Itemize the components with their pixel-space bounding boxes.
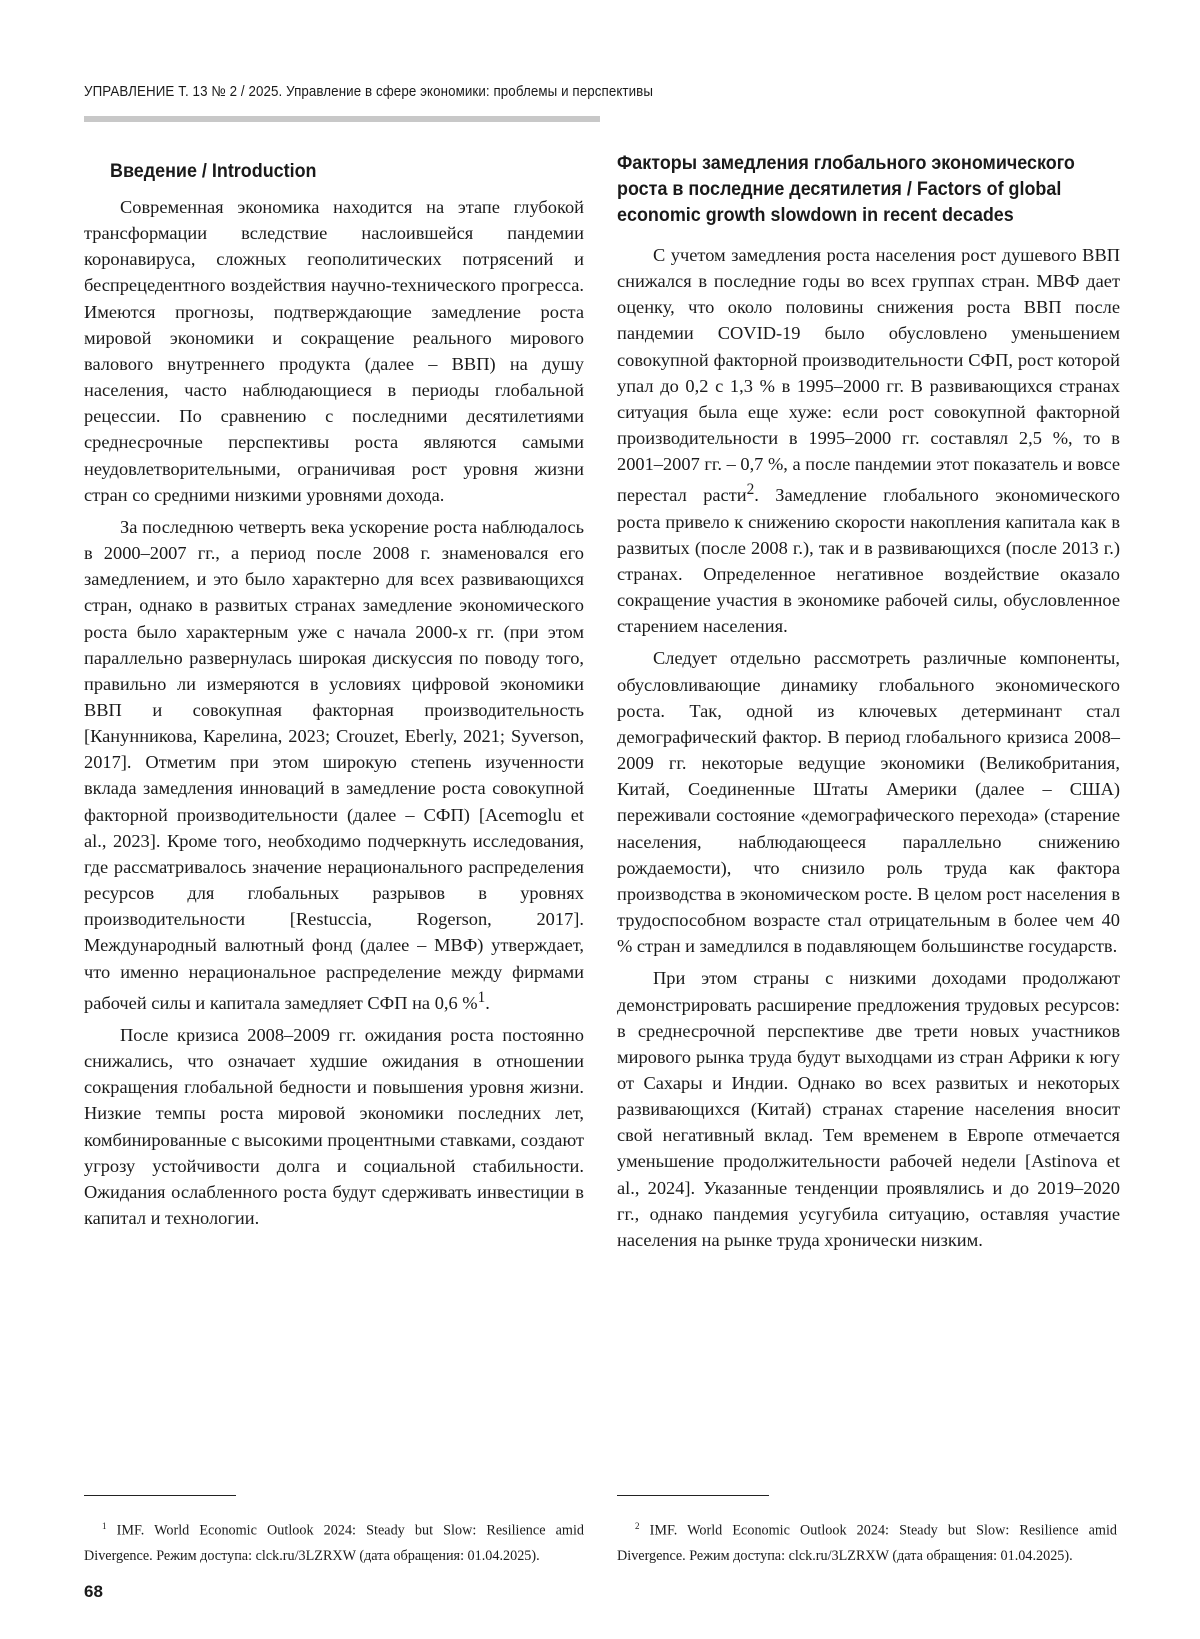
- paragraph: Современная экономика находится на этапе глубокой трансформации вследствие наслоившейся пандемии коронавируса, сложных геополитических потрясений и беспрецедентного воздействия научно-технического прогресса. Имеются прогнозы, подтверждающие замедление роста мировой экономики и сокращение реального мирового валового внутреннего продукта (далее – ВВП) на душу населения, часто наблюдающиеся в периоды глобальной рецессии. По сравнению с последними десятилетиями среднесрочные перспективы роста являются самыми неудовлетворительными, ограничивая рост уровня жизни стран со средними низкими уровнями дохода.: [84, 197, 584, 505]
- page-number: 68: [84, 1582, 103, 1601]
- paragraph: При этом страны с низкими доходами продолжают демонстрировать расширение предложения трудовых ресурсов: в среднесрочной перспективе две трети новых участников мирового рынка труда будут выходцами из стран Африки к югу от Сахары и Индии. Однако во всех развитых и некоторых развивающихся (Китай) странах старение населения вносит свой негативный вклад. Тем временем в Европе отмечается уменьшение продолжительности рабочей недели [Astinova et al., 2024]. Указанные тенденции проявлялись и до 2019–2020 гг., однако пандемия усугубила ситуацию, оставляя участие населения на рынке труда хронически низким.: [617, 968, 1120, 1250]
- footnote-2: [617, 1514, 1117, 1569]
- paragraph: [84, 514, 584, 1016]
- footnote-ref: 2: [746, 481, 755, 499]
- paragraph: Следует отдельно рассмотреть различные компоненты, обусловливающие динамику глобального экономического роста. Так, одной из ключевых детерминант стал демографический фактор. В период глобального кризиса 2008–2009 гг. некоторые ведущие экономики (Великобритания, Китай, Соединенные Штаты Америки (далее – США) переживали состояние «демографического перехода» (старение населения, наблюдающееся параллельно снижению рождаемости), что снизило роль труда как фактора производства в экономическом росте. В целом рост населения в трудоспособном возрасте стал отрицательным в более чем 40 % стран и замедлился в подавляющем большинстве государств.: [617, 648, 1120, 957]
- footnote-1: [84, 1514, 584, 1569]
- section-heading-introduction: Введение / Introduction: [110, 160, 317, 182]
- paragraph: После кризиса 2008–2009 гг. ожидания роста постоянно снижались, что означает худшие ожидания в отношении сокращения глобальной бедности и повышения уровня жизни. Низкие темпы роста мировой экономики последних лет, комбинированные с высокими процентными ставками, создают угрозу устойчивости долга и социальной стабильности. Ожидания ослабленного роста будут сдерживать инвестиции в капитал и технологии.: [84, 1024, 584, 1229]
- footnote-ref: 1: [477, 988, 486, 1006]
- footnote-rule: [617, 1495, 769, 1496]
- paragraph-text: . Замедление глобального экономического роста привело к снижению скорости накопления капитала как в развитых (после 2008 г.), так и в развивающихся (после 2013 г.) странах. Определенное негативное воздействие оказало сокращение участия в экономике рабочей силы, обусловленное старением населения.: [617, 485, 1120, 637]
- paragraph-text: За последнюю четверть века ускорение роста наблюдалось в 2000–2007 гг., а период после 2008 г. знаменовался его замедлением, и это было характерно для всех развивающихся стран, однако в развитых странах замедление экономического роста было характерным уже с начала 2000-х гг. (при этом параллельно развернулась широкая дискуссия по поводу того, правильно ли измеряются в условиях цифровой экономики ВВП и совокупная факторная производительность [Канунникова, Карелина, 2023; Crouzet, Eberly, 2021; Syverson, 2017]. Отметим при этом широкую степень изученности вклада замедления инноваций в замедление роста совокупной факторной производительности (далее – СФП) [Acemoglu et al., 2023]. Кроме того, необходимо подчеркнуть исследования, где рассматривалось значение нерационального распределения ресурсов для глобальных разрывов в уровнях производительности [Restuccia, Rogerson, 2017]. Международный валютный фонд (далее – МВФ) утверждает, что именно нерациональное распределение между фирмами рабочей силы и капитала замедляет СФП на 0,6 %: [84, 516, 584, 1013]
- footnote-marker: 1: [102, 1521, 107, 1531]
- section-heading-factors: Факторы замедления глобального экономического роста в последние десятилетия / Factors of global economic growth slowdown in recent decades: [617, 152, 1075, 226]
- paragraph-end: .: [485, 992, 490, 1013]
- footnote-marker: 2: [635, 1521, 640, 1531]
- left-column: [84, 150, 584, 1237]
- running-head: УПРАВЛЕНИЕ Т. 13 № 2 / 2025. Управление в сфере экономики: проблемы и перспективы: [84, 84, 654, 100]
- paragraph: [617, 242, 1120, 639]
- paragraph-text: С учетом замедления роста населения рост душевого ВВП снижался в последние годы во всех группах стран. МВФ дает оценку, что около половины снижения роста ВВП после пандемии COVID-19 было обусловлено уменьшением совокупной факторной производительности СФП, рост которой упал до 0,2 с 1,3 % в 1995–2000 гг. В развивающихся странах ситуация была еще хуже: если рост совокупной факторной производительности в 1995–2000 гг. составлял 2,5 %, то в 2001–2007 гг. – 0,7 %, а после пандемии этот показатель и вовсе перестал расти: [617, 245, 1120, 506]
- footnote-text: IMF. World Economic Outlook 2024: Steady but Slow: Resilience amid Divergence. Режим доступа: clck.ru/3LZRXW (дата обращения: 01.04.2025).: [84, 1522, 584, 1564]
- header-rule: [84, 116, 600, 122]
- right-column: [617, 150, 1120, 1259]
- footnote-rule: [84, 1495, 236, 1496]
- footnote-text: IMF. World Economic Outlook 2024: Steady but Slow: Resilience amid Divergence. Режим доступа: clck.ru/3LZRXW (дата обращения: 01.04.2025).: [617, 1522, 1117, 1564]
